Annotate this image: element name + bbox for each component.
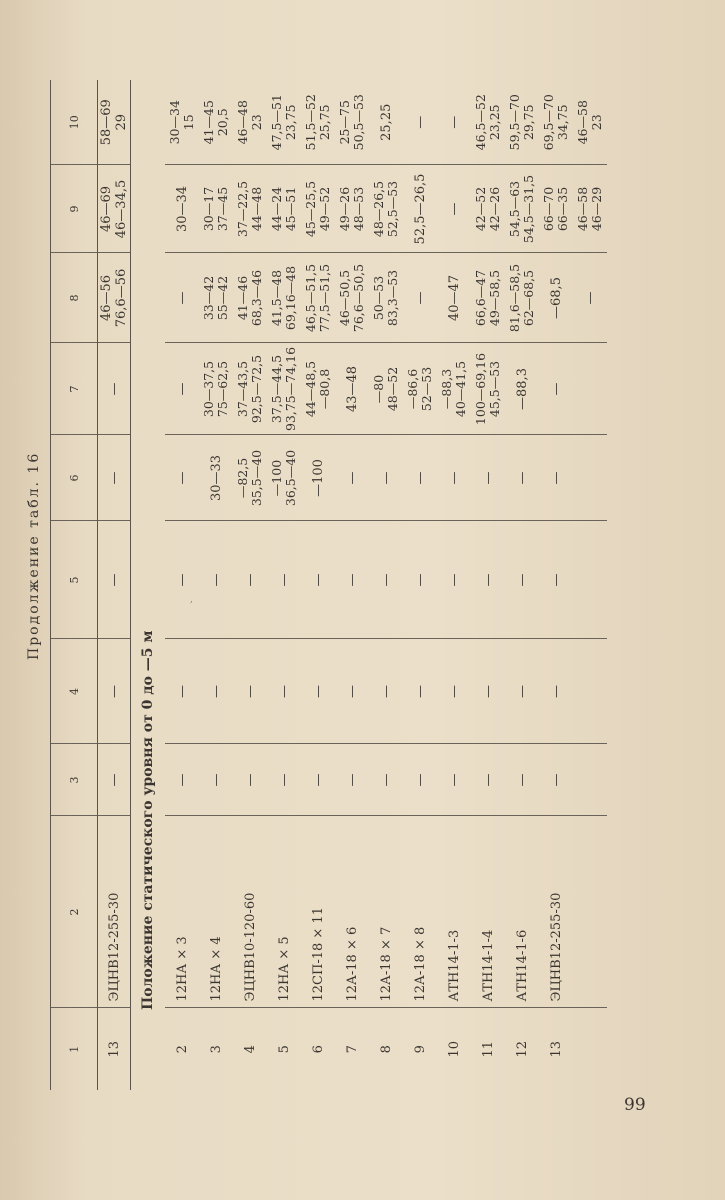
cell-c8-line: 41—46 (235, 275, 250, 321)
cell-c8-line: 76,6—56 (114, 268, 129, 328)
column-number-9: 9 (51, 165, 98, 253)
cell-c7 (233, 343, 267, 435)
cell-c8-line: 41,5—48 (269, 269, 284, 327)
cell-c8 (233, 253, 267, 343)
section-title: Положение статического уровня от 0 до —5 м (139, 630, 156, 1010)
cell-c7: — (165, 343, 199, 435)
cell-c4: — (335, 639, 369, 744)
cell-num: 6 (310, 1045, 326, 1054)
cell-c3: — (98, 744, 131, 816)
cell-pump: АТН14-1-3 (437, 816, 471, 1008)
cell-c9 (301, 165, 335, 253)
cell-c7-line: 92,5—72,5 (249, 354, 264, 424)
cell-c4: — (369, 639, 403, 744)
cell-c4: — (301, 639, 335, 744)
cell-c8: — (403, 253, 437, 343)
cell-c4: — (233, 639, 267, 744)
cell-c10 (165, 80, 199, 165)
cell-c8 (369, 253, 403, 343)
cell-c10-line: 15 (181, 114, 196, 131)
table-row (199, 80, 233, 1090)
cell-c9 (573, 165, 607, 253)
cell-c7-line: —80 (371, 374, 386, 404)
cell-c8 (98, 253, 131, 343)
cell-c6: — (165, 435, 199, 521)
cell-c9: 52,5—26,5 (403, 165, 437, 253)
cell-c10-line: 25—75 (337, 100, 352, 145)
cell-c7 (573, 343, 607, 435)
cell-c6 (573, 435, 607, 521)
cell-c9 (505, 165, 539, 253)
cell-c10-line: 41—45 (201, 100, 216, 145)
cell-c9: — (437, 165, 471, 253)
cell-c9-line: 49—52 (317, 186, 332, 232)
cell-c8-line: 55—42 (215, 275, 230, 321)
cell-c10-line: 29,75 (521, 104, 536, 141)
cell-c9-line: 30—17 (201, 186, 216, 232)
cell-pump: 12А-18 × 7 (369, 816, 403, 1008)
cell-c9 (199, 165, 233, 253)
cell-c7: — (539, 343, 573, 435)
cell-c9-line: 46—69 (99, 185, 114, 233)
cell-num: 13 (548, 1040, 564, 1058)
cell-c8-line: 76,6—50,5 (351, 263, 366, 333)
cell-c9-line: 46—34,5 (114, 179, 129, 239)
cell-c9-line: 54,5—63 (507, 180, 522, 238)
cell-c7: 43—48 (335, 343, 369, 435)
cell-c8-line: 77,5—51,5 (317, 263, 332, 333)
cell-c8 (267, 253, 301, 343)
column-number-8: 8 (51, 253, 98, 343)
table-row (573, 80, 607, 1090)
cell-c7: — (98, 343, 131, 435)
cell-c9-line: 44—48 (249, 186, 264, 232)
cell-c10 (573, 80, 607, 165)
cell-pump: ЭЦНВ10-120-60 (233, 816, 267, 1008)
cell-c5: — (199, 521, 233, 639)
cell-c6: 30—33 (199, 435, 233, 521)
cell-num: 13 (98, 1008, 131, 1090)
print-speck: , (190, 595, 193, 605)
cell-c5: — (233, 521, 267, 639)
cell-pump: АТН14-1-4 (471, 816, 505, 1008)
cell-c3: — (335, 744, 369, 816)
cell-c10-line: 46—58 (575, 100, 590, 145)
table-row (505, 80, 539, 1090)
cell-c9-line: 45—25,5 (303, 180, 318, 238)
cell-c8-line: 46—50,5 (337, 269, 352, 327)
cell-c10-line: 34,75 (555, 104, 570, 141)
cell-c6: — (539, 435, 573, 521)
cell-c3: — (369, 744, 403, 816)
cell-num: 8 (378, 1045, 394, 1054)
cell-c7-line: 44—48,5 (303, 360, 318, 418)
cell-num: 4 (242, 1045, 258, 1054)
page-number: 99 (624, 1095, 646, 1115)
cell-c6: — (369, 435, 403, 521)
cell-pump: ЭЦНВ12-255-30 (98, 816, 131, 1008)
cell-c10 (233, 80, 267, 165)
cell-c6: — (437, 435, 471, 521)
cell-c10 (539, 80, 573, 165)
cell-c8-line: 68,3—46 (249, 269, 264, 327)
cell-c10-line: 23 (249, 114, 264, 131)
column-number-1: 1 (51, 1008, 98, 1090)
cell-num: 9 (412, 1045, 428, 1054)
cell-c4: — (403, 639, 437, 744)
cell-c10-line: 46,5—52 (473, 94, 488, 151)
cell-num: 5 (276, 1045, 292, 1054)
cell-c9 (471, 165, 505, 253)
cell-num (573, 1008, 607, 1090)
cell-c6: — (505, 435, 539, 521)
cell-c7 (369, 343, 403, 435)
cell-c4: — (267, 639, 301, 744)
cell-c7-line: 40—41,5 (453, 360, 468, 418)
cell-c3: — (437, 744, 471, 816)
cell-c8: — (165, 253, 199, 343)
cell-c5: — (505, 521, 539, 639)
table-body (98, 80, 608, 1090)
table-row (437, 80, 471, 1090)
cell-c7-line: 45,5—53 (487, 360, 502, 418)
cell-c6: — (98, 435, 131, 521)
cell-c10-line: 23,25 (487, 104, 502, 141)
cell-c5: — (539, 521, 573, 639)
cell-c9-line: 66—70 (541, 186, 556, 232)
cell-c7-line: —80,8 (317, 368, 332, 410)
cell-c5: — (267, 521, 301, 639)
cell-c3: — (267, 744, 301, 816)
cell-c9 (267, 165, 301, 253)
cell-c8-line: 81,6—58,5 (507, 263, 522, 333)
cell-c3: — (505, 744, 539, 816)
cell-c8 (335, 253, 369, 343)
cell-c10-line: 23 (589, 114, 604, 131)
cell-c10-line: 20,5 (215, 108, 230, 137)
cell-c7 (267, 343, 301, 435)
cell-c6 (267, 435, 301, 521)
cell-c9-line: 44—24 (269, 186, 284, 232)
cell-c10-line: 46—48 (235, 100, 250, 145)
cell-c8-line: 69,16—48 (283, 265, 298, 331)
table-row (98, 80, 131, 1090)
column-number-row (51, 80, 98, 1090)
cell-c10: — (403, 80, 437, 165)
column-number-2: 2 (51, 816, 98, 1008)
cell-pump: 12А-18 × 6 (335, 816, 369, 1008)
cell-c9-line: 46—29 (589, 186, 604, 232)
column-number-5: 5 (51, 521, 98, 639)
cell-c9 (233, 165, 267, 253)
section-row (131, 80, 166, 1090)
cell-c8-line: 50—53 (371, 275, 386, 321)
cell-c7-line: 37—43,5 (235, 360, 250, 418)
cell-c9 (335, 165, 369, 253)
cell-c10-line: 29 (114, 113, 129, 131)
cell-c6: —100 (301, 435, 335, 521)
cell-pump (573, 816, 607, 1008)
cell-pump: 12СП-18 × 11 (301, 816, 335, 1008)
pump-table (50, 80, 607, 1090)
cell-c5: — (403, 521, 437, 639)
cell-c7-line: 37,5—44,5 (269, 354, 284, 424)
cell-c10 (505, 80, 539, 165)
cell-c4: — (437, 639, 471, 744)
cell-c3: — (403, 744, 437, 816)
cell-c9-line: 37—22,5 (235, 180, 250, 238)
cell-c10: — (437, 80, 471, 165)
cell-pump: АТН14-1-6 (505, 816, 539, 1008)
cell-c6-line: —100 (269, 459, 284, 497)
continuation-title: Продолжение табл. 16 (26, 451, 42, 660)
cell-c9-line: 48—26,5 (371, 180, 386, 238)
cell-c7: —88,3 (505, 343, 539, 435)
cell-c10-line: 47,5—51 (269, 94, 284, 151)
cell-c9-line: 42—52 (473, 186, 488, 232)
cell-c4: — (199, 639, 233, 744)
cell-c4: — (539, 639, 573, 744)
cell-c8-line: 62—68,5 (521, 269, 536, 327)
cell-c10-line: 58—69 (99, 99, 114, 146)
cell-c6-line: —82,5 (235, 457, 250, 499)
cell-c9: 30—34 (165, 165, 199, 253)
cell-c8-line: 49—58,5 (487, 269, 502, 327)
cell-c10: 25,25 (369, 80, 403, 165)
cell-c5: — (335, 521, 369, 639)
cell-c6-line: 35,5—40 (249, 449, 264, 507)
cell-c10 (301, 80, 335, 165)
cell-pump: ЭЦНВ12-255-30 (539, 816, 573, 1008)
cell-c7 (301, 343, 335, 435)
cell-num: 11 (480, 1040, 496, 1058)
cell-num: 2 (174, 1045, 190, 1054)
cell-c10 (199, 80, 233, 165)
cell-c4: — (165, 639, 199, 744)
column-number-10: 10 (51, 80, 98, 165)
cell-c3: — (199, 744, 233, 816)
cell-c8: — (573, 253, 607, 343)
cell-c9-line: 48—53 (351, 186, 366, 232)
cell-pump: 12НА × 5 (267, 816, 301, 1008)
cell-c7-line: 30—37,5 (201, 360, 216, 418)
cell-c10 (267, 80, 301, 165)
cell-c7 (403, 343, 437, 435)
cell-c10-line: 25,75 (317, 104, 332, 141)
column-number-6: 6 (51, 435, 98, 521)
cell-c5: — (369, 521, 403, 639)
cell-c8 (199, 253, 233, 343)
cell-c10-line: 30—34 (167, 100, 182, 145)
cell-c3 (573, 744, 607, 816)
cell-c6: — (403, 435, 437, 521)
cell-c6-line: 36,5—40 (283, 449, 298, 507)
cell-c4: — (505, 639, 539, 744)
cell-c9-line: 66—35 (555, 186, 570, 232)
cell-c10-line: 59,5—70 (507, 94, 522, 151)
table-row (267, 80, 301, 1090)
cell-c7-line: 93,75—74,16 (283, 346, 298, 432)
cell-c6: — (471, 435, 505, 521)
cell-c6 (233, 435, 267, 521)
cell-c9-line: 42—26 (487, 186, 502, 232)
cell-c9-line: 46—58 (575, 186, 590, 232)
cell-c5: — (471, 521, 505, 639)
cell-c5: — (98, 521, 131, 639)
table-row (539, 80, 573, 1090)
cell-c8-line: 83,3—53 (385, 269, 400, 327)
cell-num: 3 (208, 1045, 224, 1054)
cell-c9-line: 52,5—53 (385, 180, 400, 238)
cell-c3: — (539, 744, 573, 816)
cell-c8-line: 46—56 (99, 274, 114, 322)
cell-pump: 12А-18 × 8 (403, 816, 437, 1008)
cell-c4 (573, 639, 607, 744)
cell-c10-line: 51,5—52 (303, 94, 318, 151)
table-row (471, 80, 505, 1090)
cell-pump: 12НА × 4 (199, 816, 233, 1008)
cell-c10-line: 23,75 (283, 104, 298, 141)
cell-c7-line: 100—69,16 (473, 352, 488, 426)
rotated-table-area (50, 80, 650, 1090)
cell-pump: 12НА × 3 (165, 816, 199, 1008)
cell-c10 (471, 80, 505, 165)
cell-c8: 40—47 (437, 253, 471, 343)
cell-c7-line: 48—52 (385, 366, 400, 412)
cell-c8 (471, 253, 505, 343)
column-number-4: 4 (51, 639, 98, 744)
cell-c3: — (471, 744, 505, 816)
cell-c9-line: 49—26 (337, 186, 352, 232)
cell-c8-line: 33—42 (201, 275, 216, 321)
cell-c10 (98, 80, 131, 165)
cell-c5 (573, 521, 607, 639)
column-number-3: 3 (51, 744, 98, 816)
table-row (335, 80, 369, 1090)
cell-c8: —68,5 (539, 253, 573, 343)
cell-c5: — (165, 521, 199, 639)
cell-c8 (301, 253, 335, 343)
cell-c7-line: —88,3 (439, 368, 454, 410)
cell-c8-line: 66,6—47 (473, 269, 488, 327)
cell-c3: — (233, 744, 267, 816)
cell-c6: — (335, 435, 369, 521)
cell-c7-line: 52—53 (419, 366, 434, 412)
cell-c9 (98, 165, 131, 253)
cell-num: 7 (344, 1045, 360, 1054)
cell-c7-line: 75—62,5 (215, 360, 230, 418)
cell-c7 (199, 343, 233, 435)
cell-c7 (437, 343, 471, 435)
cell-c9-line: 45—51 (283, 186, 298, 232)
cell-c8-line: 46,5—51,5 (303, 263, 318, 333)
cell-c9-line: 37—45 (215, 186, 230, 232)
table-row (301, 80, 335, 1090)
cell-c4: — (471, 639, 505, 744)
cell-c9 (369, 165, 403, 253)
cell-c5: — (437, 521, 471, 639)
cell-c3: — (301, 744, 335, 816)
column-number-7: 7 (51, 343, 98, 435)
cell-c4: — (98, 639, 131, 744)
table-row (403, 80, 437, 1090)
cell-c5: — (301, 521, 335, 639)
cell-num: 10 (446, 1040, 462, 1058)
cell-c8 (505, 253, 539, 343)
cell-c3: — (165, 744, 199, 816)
cell-c10-line: 50,5—53 (351, 94, 366, 151)
cell-c7 (471, 343, 505, 435)
cell-c9 (539, 165, 573, 253)
cell-c10-line: 69,5—70 (541, 94, 556, 151)
cell-c9-line: 54,5—31,5 (521, 174, 536, 244)
table-row (233, 80, 267, 1090)
table-row (369, 80, 403, 1090)
cell-c7-line: —86,6 (405, 368, 420, 410)
cell-num: 12 (514, 1040, 530, 1058)
cell-c10 (335, 80, 369, 165)
table-row (165, 80, 199, 1090)
